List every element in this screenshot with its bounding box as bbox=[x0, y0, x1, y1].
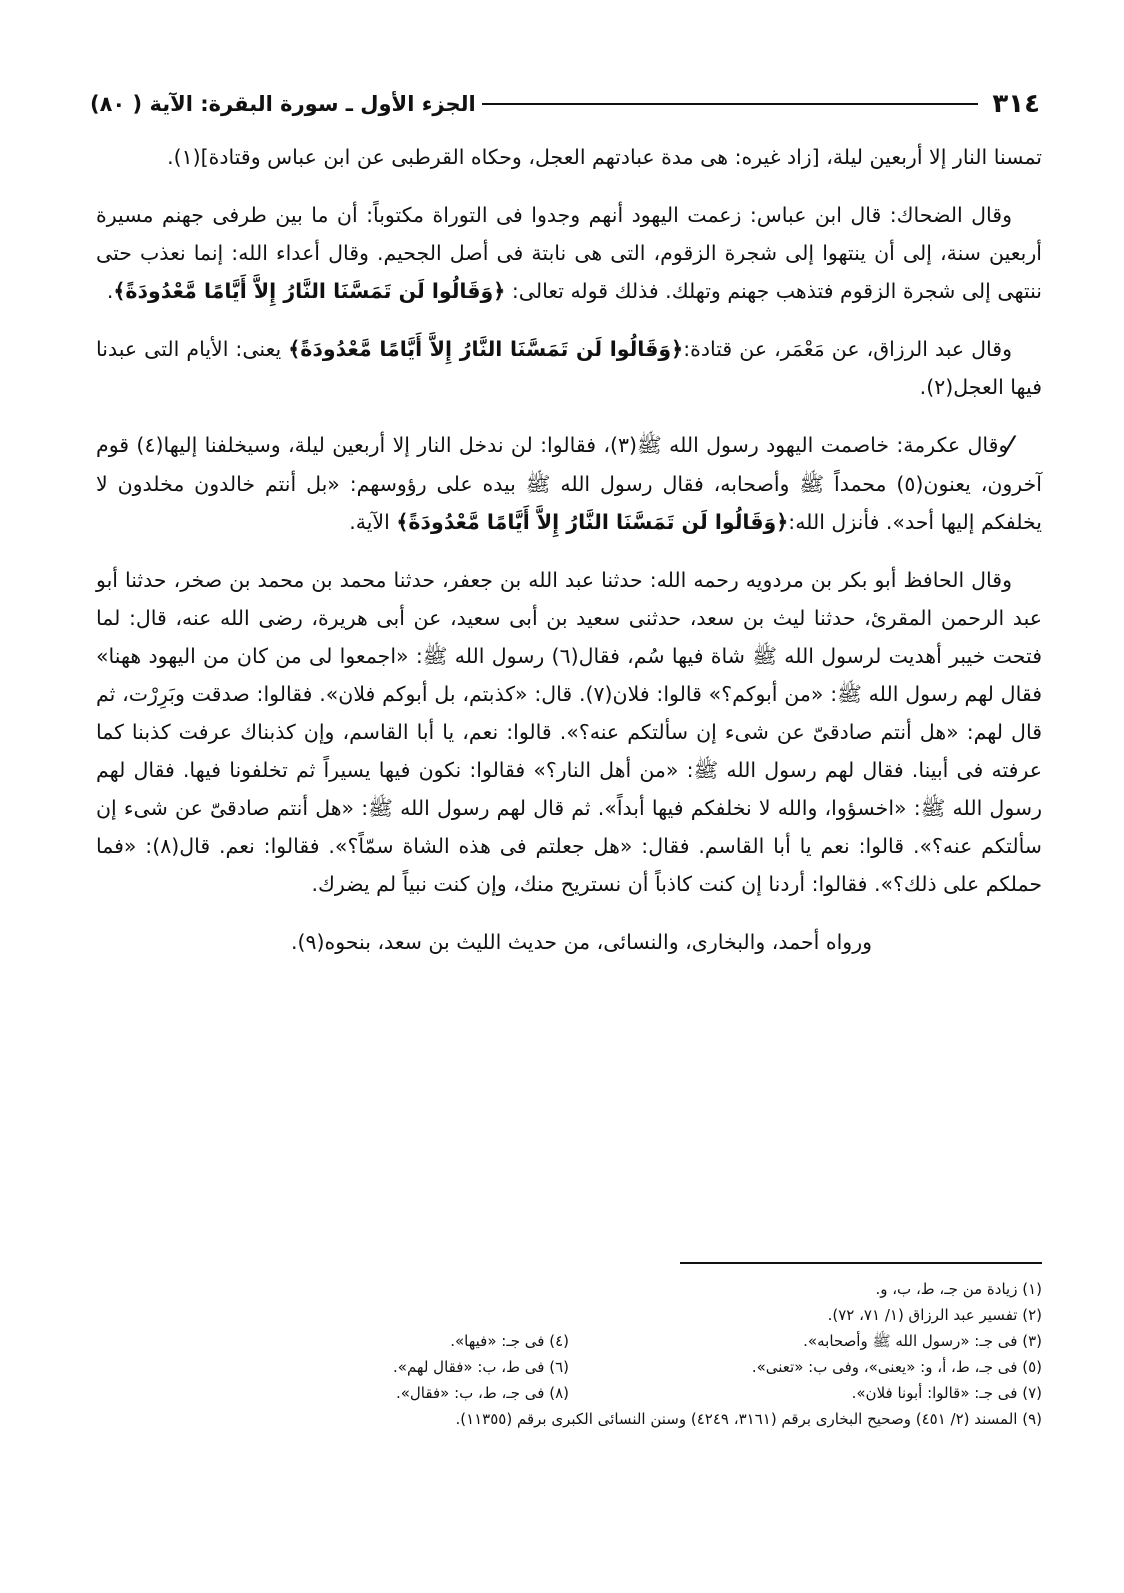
running-title: الجزء الأول ـ سورة البقرة: الآية ( ٨٠) bbox=[90, 92, 476, 116]
footnote-row bbox=[96, 1276, 1042, 1302]
footnote-2: (٢) تفسير عبد الرزاق (١/ ٧١، ٧٢). bbox=[827, 1306, 1042, 1324]
footnote-6: (٦) فى ط، ب: «فقال لهم». bbox=[393, 1358, 569, 1376]
footnote-3: (٣) فى جـ: «رسول الله ﷺ وأصحابه». bbox=[803, 1332, 1042, 1350]
paragraph-3-end: يعنى: الأيام التى عبدنا فيها العجل(٢). bbox=[96, 337, 1042, 399]
paragraph-6: ورواه أحمد، والبخارى، والنسائى، من حديث الليث بن سعد، بنحوه(٩). bbox=[290, 930, 872, 954]
quran-verse: ﴿وَقَالُوا لَن تَمَسَّنَا النَّارُ إِلاَّ أَيَّامًا مَّعْدُودَةً﴾ bbox=[113, 279, 506, 303]
footnote-row bbox=[96, 1380, 1042, 1406]
paragraph-4-end: الآية. bbox=[349, 510, 397, 534]
footnotes bbox=[96, 1276, 1042, 1432]
footnote-1: (١) زيادة من جـ، ط، ب، و. bbox=[875, 1280, 1042, 1298]
main-text bbox=[96, 138, 1042, 981]
footnote-row bbox=[96, 1354, 1042, 1380]
quran-verse: ﴿وَقَالُوا لَن تَمَسَّنَا النَّارُ إِلاَّ أَيَّامًا مَّعْدُودَةً﴾ bbox=[288, 337, 684, 361]
margin-mark: ⁄ bbox=[1008, 433, 1012, 458]
quran-verse: ﴿وَقَالُوا لَن تَمَسَّنَا النَّارُ إِلاَّ أَيَّامًا مَّعْدُودَةً﴾ bbox=[396, 510, 789, 534]
footnote-5: (٥) فى جـ، ط، أ، و: «يعنى»، وفى ب: «تعنى». bbox=[751, 1358, 1042, 1376]
footnote-row bbox=[96, 1302, 1042, 1328]
footnote-4: (٤) فى جـ: «فيها». bbox=[450, 1332, 569, 1350]
paragraph-2 bbox=[96, 196, 1042, 310]
paragraph-4 bbox=[96, 426, 1042, 541]
footnote-8: (٨) فى جـ، ط، ب: «فقال». bbox=[395, 1384, 569, 1402]
footnote-row bbox=[96, 1328, 1042, 1354]
footnote-rule bbox=[680, 1262, 1042, 1264]
footnote-7: (٧) فى جـ: «قالوا: أبونا فلان». bbox=[851, 1384, 1042, 1402]
paragraph-1: تمسنا النار إلا أربعين ليلة، [زاد غيره: هى مدة عبادتهم العجل، وحكاه القرطبى عن ابن عباس وقتادة](١). bbox=[167, 145, 1042, 169]
paragraph-2-text: وقال الضحاك: قال ابن عباس: زعمت اليهود أنهم وجدوا فى التوراة مكتوباً: أن ما بين طرفى جهنم مسيرة أربعين سنة، إلى أن ينتهوا إلى شجرة الزقوم، التى هى نابتة فى أصل الجحيم. وقال أعداء الله: إنما نعذب حتى ننتهى إلى شجرة الزقوم فتذهب جهنم وتهلك. فذلك قوله تعالى: bbox=[96, 203, 1042, 303]
paragraph-5: وقال الحافظ أبو بكر بن مردويه رحمه الله: حدثنا عبد الله بن جعفر، حدثنا محمد بن محمد بن صخر، حدثنا أبو عبد الرحمن المقرئ، حدثنا ليث بن سعد، حدثنى سعيد بن أبى سعيد، عن أبى هريرة، رضى الله عنه، قال: لما فتحت خيبر أهديت لرسول الله ﷺ شاة فيها سُم، فقال(٦) رسول الله ﷺ: «اجمعوا لى من كان من اليهود ههنا» فقال لهم رسول الله ﷺ: «من أبوكم؟» قالوا: فلان(٧). قال: «كذبتم، بل أبوكم فلان». فقالوا: صدقت وبَرِرْت، ثم قال لهم: «هل أنتم صادقىّ عن شىء إن سألتكم عنه؟». قالوا: نعم، يا أبا القاسم، وإن كذبناك عرفت كذبنا كما عرفته فى أبينا. فقال لهم رسول الله ﷺ: «من أهل النار؟» فقالوا: نكون فيها يسيراً ثم تخلفونا فيها. فقال لهم رسول الله ﷺ: «اخسؤوا، والله لا نخلفكم فيها أبداً». ثم قال لهم رسول الله ﷺ: «هل أنتم صادقىّ عن شىء إن سألتكم عنه؟». قالوا: نعم يا أبا القاسم. فقال: «هل جعلتم فى هذه الشاة سمّاً؟». فقالوا: نعم. قال(٨): «فما حملكم على ذلك؟». فقالوا: أردنا إن كنت كاذباً أن نستريح منك، وإن كنت نبياً لم يضرك. bbox=[96, 568, 1042, 896]
paragraph-3 bbox=[96, 330, 1042, 406]
page-header bbox=[90, 84, 1040, 124]
header-rule bbox=[482, 103, 979, 105]
footnote-9: (٩) المسند (٢/ ٤٥١) وصحيح البخارى برقم (٣١٦١، ٤٢٤٩) وسنن النسائى الكبرى برقم (١١٣٥٥). bbox=[455, 1410, 1042, 1428]
paragraph-4-text: وقال عكرمة: خاصمت اليهود رسول الله ﷺ(٣)، فقالوا: لن ندخل النار إلا أربعين ليلة، وسيخلفنا إليها(٤) قوم آخرون، يعنون(٥) محمداً ﷺ وأصحابه، فقال رسول الله ﷺ بيده على رؤوسهم: «بل أنتم خالدون مخلدون لا يخلفكم إليها أحد». فأنزل الله: bbox=[96, 433, 1042, 534]
footnote-row bbox=[96, 1406, 1042, 1432]
paragraph-2-end: . bbox=[106, 279, 114, 303]
paragraph-3-text: وقال عبد الرزاق، عن مَعْمَر، عن قتادة: bbox=[683, 337, 1012, 361]
page-number: ٣١٤ bbox=[992, 89, 1040, 119]
